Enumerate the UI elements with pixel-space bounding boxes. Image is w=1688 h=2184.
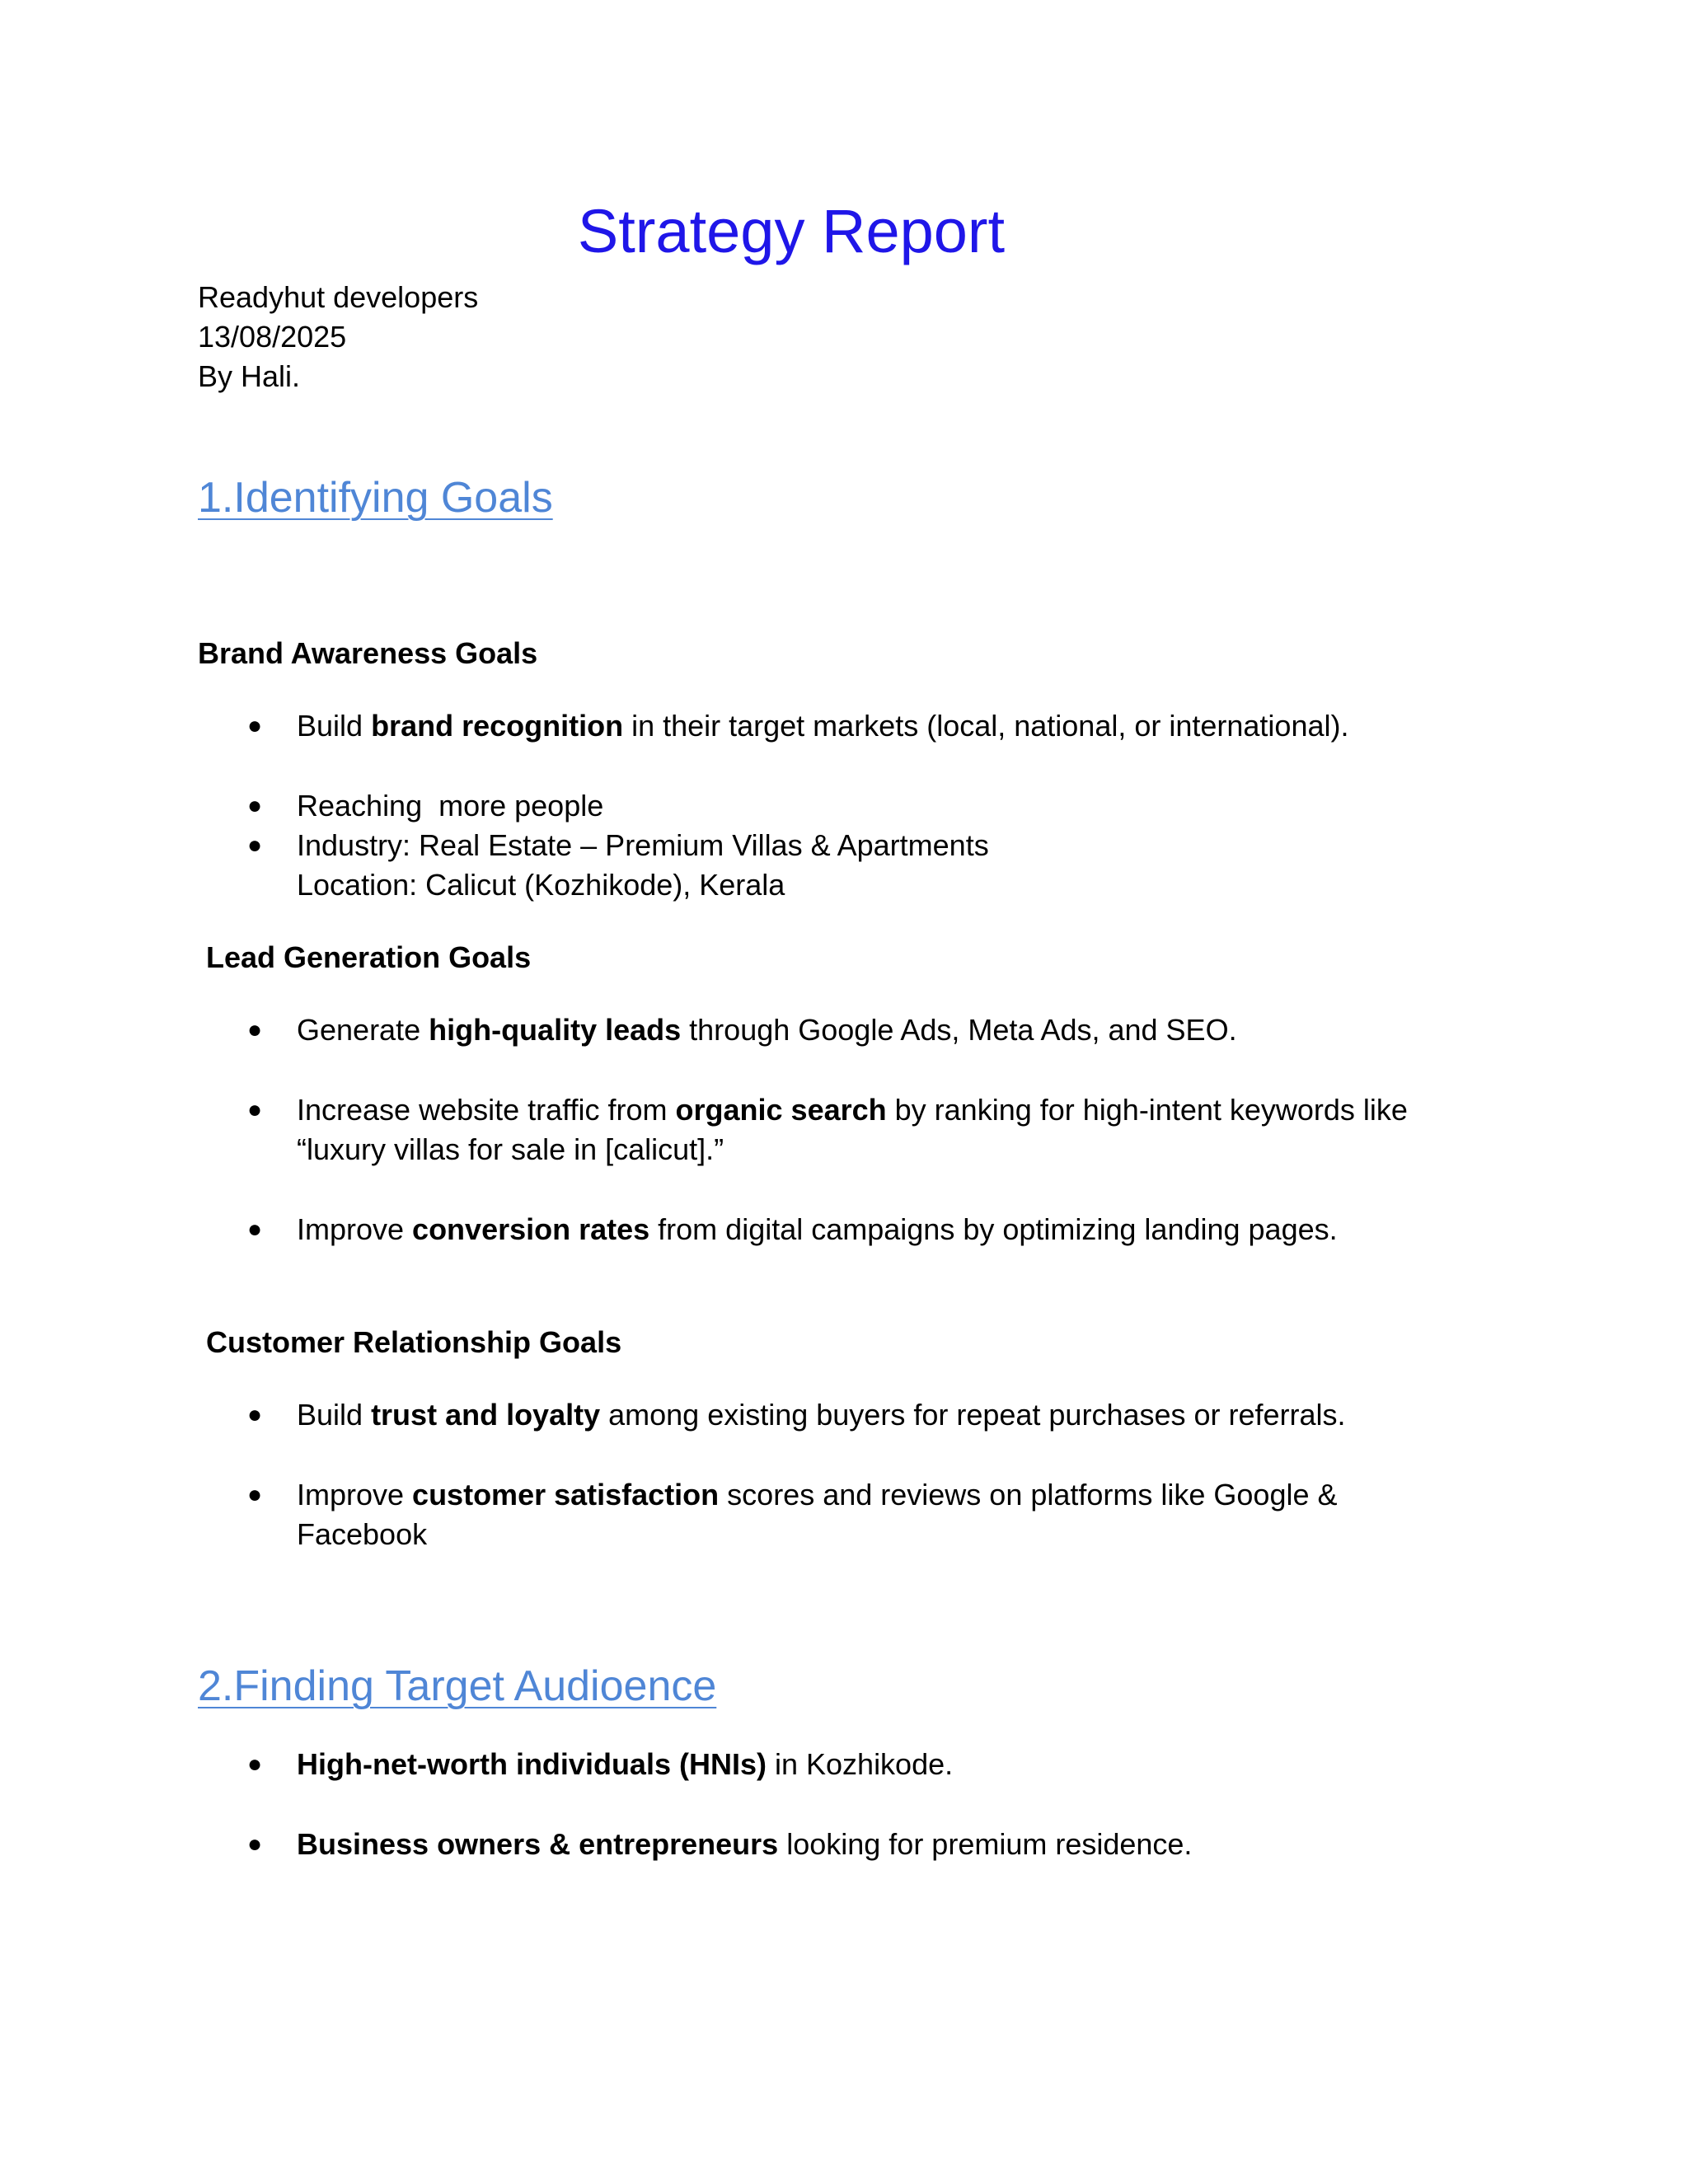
author-line: By Hali. [198,359,301,393]
bullet-text: Increase website traffic from organic search by ranking for high-intent keywords like “luxury villas for sale in [calicut].” [297,1093,1408,1166]
bullet-text: Industry: Real Estate – Premium Villas & Apartments Location: Calicut (Kozhikode), Kerala [297,828,989,902]
bullet-text: Improve conversion rates from digital campaigns by optimizing landing pages. [297,1212,1338,1246]
bullet-icon: ● [247,1750,263,1778]
bullet-text: Business owners & entrepreneurs looking for premium residence. [297,1827,1193,1861]
subheading-brand-awareness: Brand Awareness Goals [198,636,538,670]
page-title: Strategy Report [577,197,1006,265]
bullet-text: Improve customer satisfaction scores and reviews on platforms like Google & Facebook [297,1478,1338,1551]
bullet-icon: ● [247,1401,263,1428]
document-meta [198,278,478,396]
bullet-text: High-net-worth individuals (HNIs) in Kozhikode. [297,1747,954,1781]
bullet-icon: ● [247,712,263,739]
subheading-customer-relationship: Customer Relationship Goals [206,1325,622,1359]
section-heading-identifying-goals: 1.Identifying Goals [198,474,553,522]
bullet-text: Reaching more people [297,789,604,823]
bullet-icon: ● [247,832,263,859]
report-date: 13/08/2025 [198,320,347,354]
bullet-icon: ● [247,792,263,819]
subheading-lead-generation: Lead Generation Goals [206,940,532,974]
bullet-icon: ● [247,1096,263,1123]
bullet-icon: ● [247,1830,263,1858]
section-heading-target-audience: 2.Finding Target Audioence [198,1662,717,1710]
bullet-text: Build brand recognition in their target markets (local, national, or international). [297,709,1349,743]
bullet-icon: ● [247,1216,263,1243]
bullet-text: Build trust and loyalty among existing buyers for repeat purchases or referrals. [297,1398,1346,1432]
bullet-icon: ● [247,1481,263,1508]
bullet-icon: ● [247,1016,263,1043]
bullet-text: Generate high-quality leads through Google Ads, Meta Ads, and SEO. [297,1013,1237,1047]
company-name: Readyhut developers [198,280,479,314]
